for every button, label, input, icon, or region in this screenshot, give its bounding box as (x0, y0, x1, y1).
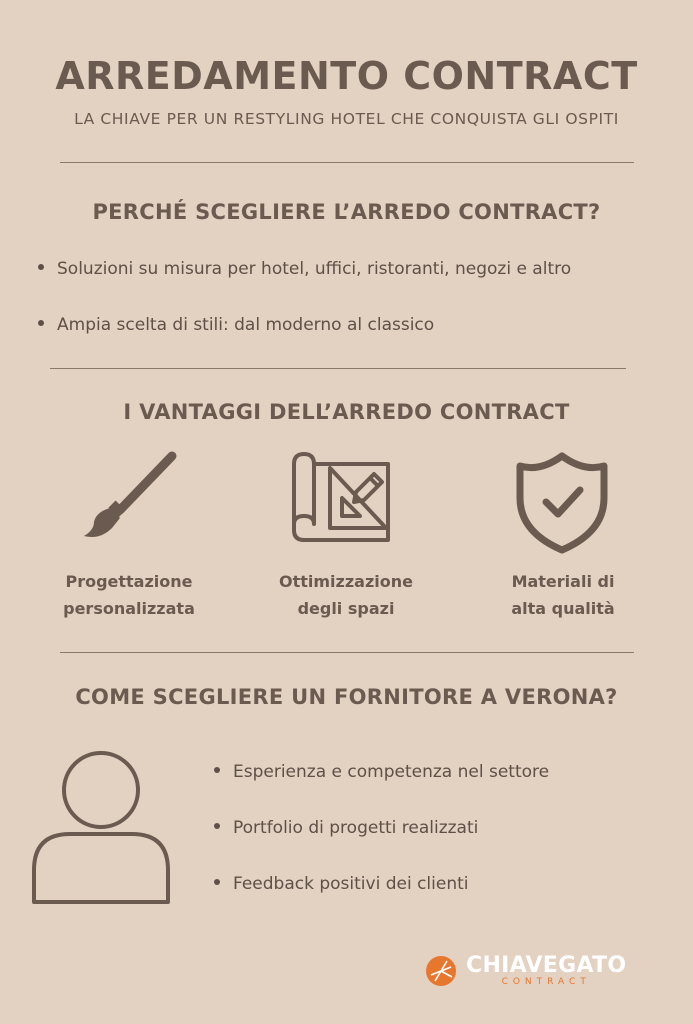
paintbrush-icon (80, 450, 180, 540)
benefit-label-line: personalizzata (63, 599, 195, 618)
logo-name: CHIAVEGATO (466, 953, 627, 978)
why-heading: PERCHÉ SCEGLIERE L’ARREDO CONTRACT? (92, 200, 601, 224)
blueprint-icon (290, 446, 402, 544)
divider (60, 652, 634, 653)
shield-check-icon (512, 450, 612, 556)
supplier-heading: COME SCEGLIERE UN FORNITORE A VERONA? (75, 685, 618, 709)
supplier-bullet-2: Portfolio di progetti realizzati (214, 818, 478, 838)
benefit-label-line: Progettazione (65, 572, 193, 591)
logo-mark-icon (425, 955, 457, 987)
divider (50, 368, 626, 369)
benefit-label-quality (468, 568, 658, 622)
benefit-label-line: Materiali di (511, 572, 615, 591)
benefit-label-line: Ottimizzazione (279, 572, 413, 591)
logo-tagline: CONTRACT (501, 977, 591, 987)
chiavegato-logo (425, 955, 626, 987)
supplier-bullet-1: Esperienza e competenza nel settore (214, 762, 549, 782)
why-bullet-2: Ampia scelta di stili: dal moderno al classico (38, 315, 434, 335)
why-bullet-1: Soluzioni su misura per hotel, uffici, ristoranti, negozi e altro (38, 259, 571, 279)
benefit-label-line: degli spazi (297, 599, 395, 618)
user-icon (30, 750, 172, 906)
divider (60, 162, 634, 163)
page-subtitle: LA CHIAVE PER UN RESTYLING HOTEL CHE CONQUISTA GLI OSPITI (74, 110, 619, 128)
supplier-bullet-3: Feedback positivi dei clienti (214, 874, 469, 894)
benefit-label-design (34, 568, 224, 622)
page-title: ARREDAMENTO CONTRACT (55, 54, 638, 98)
advantages-heading: I VANTAGGI DELL’ARREDO CONTRACT (123, 400, 570, 424)
benefit-label-line: alta qualità (511, 599, 615, 618)
benefit-label-space (251, 568, 441, 622)
